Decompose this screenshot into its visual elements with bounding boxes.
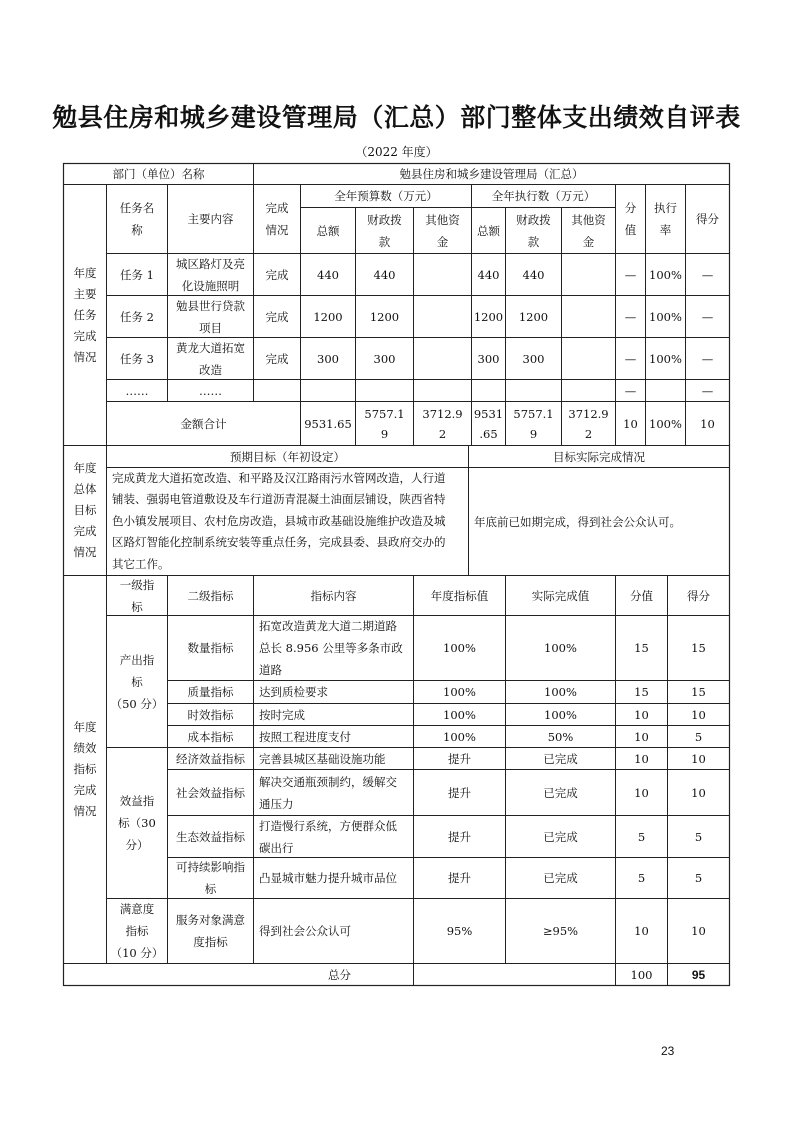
- task-name: 任务 1: [120, 267, 154, 282]
- task-name: 任务 3: [120, 351, 154, 366]
- task-value: —: [624, 351, 637, 366]
- indicator-target: 100%: [443, 729, 476, 744]
- indicator-content: 完善县城区基础设施功能: [259, 751, 386, 766]
- unit-name-value: 勉县住房和城乡建设管理局（汇总）: [399, 167, 584, 181]
- actual-goal-text: 年底前已如期完成，得到社会公众认可。: [474, 514, 681, 529]
- total-exec-fiscal: 5757.1 9: [513, 406, 554, 441]
- indicator-value: 10: [634, 751, 649, 766]
- task-score: —: [701, 267, 714, 282]
- task-exec-fiscal: 440: [522, 267, 545, 282]
- indicator-value: 5: [637, 871, 646, 885]
- header-task-name: 任务名 称: [119, 201, 155, 237]
- task-exec-total: 440: [477, 267, 500, 282]
- indicator-content: 凸显城市魅力提升城市品位: [259, 871, 397, 885]
- task-budget-fiscal: 1200: [369, 309, 400, 324]
- header-content: 主要内容: [187, 212, 234, 226]
- indicator-score: 5: [694, 871, 703, 885]
- task-exec-total: 1200: [473, 309, 504, 324]
- grand-total-value: 100: [630, 967, 653, 982]
- task-budget-fiscal: 440: [373, 267, 396, 282]
- grand-total-label: 总分: [328, 967, 351, 982]
- indicators-section-label: 年度 绩效 指标 完成 情况: [73, 720, 97, 818]
- unit-name-label: 部门（单位）名称: [112, 167, 205, 181]
- indicator-value: 5: [637, 829, 646, 844]
- indicator-score: 15: [691, 641, 706, 655]
- indicator-value: 15: [634, 685, 649, 699]
- task-content: 勉县世行贷款 项目: [176, 298, 245, 335]
- task-status: 完成: [265, 309, 289, 324]
- indicator-level2: 数量指标: [187, 641, 234, 655]
- total-exec-other: 3712.9 2: [568, 406, 609, 441]
- page-number: 23: [661, 1044, 675, 1058]
- total-exec-total: 9531 .65: [473, 406, 504, 441]
- task-rate: 100%: [649, 309, 682, 324]
- benefit-indicator-label: 效益指 标（30 分）: [118, 794, 156, 852]
- task-budget-other: [414, 254, 471, 295]
- header-score: 得分: [696, 212, 719, 226]
- task-budget-total: 1200: [313, 309, 343, 324]
- indicator-value: 10: [634, 729, 649, 744]
- indicator-content: 拓宽改造黄龙大道二期道路 总长 8.956 公里等多条市政 道路: [259, 619, 403, 677]
- indicator-level2: 社会效益指标: [176, 785, 245, 800]
- indicator-content: 打造慢行系统，方便群众低 碳出行: [259, 818, 397, 855]
- header-level2: 二级指标: [187, 588, 234, 603]
- satisfaction-indicator-label: 满意度 指标 （10 分）: [110, 902, 164, 960]
- task-value: —: [624, 309, 637, 324]
- task-content: 城区路灯及亮 化设施照明: [176, 256, 245, 293]
- header-status: 完成 情况: [265, 201, 289, 237]
- task-budget-total: 440: [317, 267, 339, 282]
- indicator-target: 提升: [448, 785, 471, 800]
- total-budget-total: 9531.65: [304, 416, 352, 431]
- task-name: ……: [125, 383, 149, 398]
- header-exec-rate: 执行 率: [654, 201, 677, 237]
- indicator-actual: 100%: [544, 685, 577, 699]
- indicator-content: 得到社会公众认可: [259, 924, 351, 938]
- output-indicator-label: 产出指 标 （50 分）: [110, 652, 164, 711]
- grand-total-score: 95: [691, 967, 706, 982]
- task-score: —: [701, 383, 714, 398]
- header-indicator-content: 指标内容: [310, 588, 357, 603]
- indicator-actual: 已完成: [543, 785, 578, 800]
- indicator-score: 10: [691, 751, 706, 766]
- indicator-value: 15: [634, 641, 649, 655]
- header-budget-group: 全年预算数（万元）: [334, 189, 438, 203]
- indicator-actual: 已完成: [543, 829, 578, 844]
- indicator-content: 按时完成: [259, 707, 305, 722]
- indicator-target: 100%: [443, 641, 476, 655]
- header-score-value: 分 值: [624, 201, 637, 237]
- header-exec-total: 总额: [477, 223, 500, 238]
- actual-goal-header: 目标实际完成情况: [553, 449, 645, 464]
- indicator-content: 解决交通瓶颈制约，缓解交 通压力: [259, 774, 397, 811]
- total-budget-fiscal: 5757.1 9: [364, 406, 405, 441]
- task-exec-other: [562, 296, 615, 337]
- indicator-level2: 质量指标: [187, 685, 234, 699]
- task-exec-other: [562, 254, 615, 295]
- indicator-level2: 可持续影响指 标: [176, 860, 245, 896]
- header-target: 年度指标值: [430, 588, 489, 603]
- task-content: 黄龙大道拓宽 改造: [176, 340, 245, 377]
- task-budget-other: [414, 338, 471, 379]
- indicator-score: 5: [694, 729, 703, 744]
- task-value: —: [624, 383, 637, 398]
- indicator-level2: 时效指标: [187, 707, 234, 722]
- header-level1: 一级指 标: [119, 577, 155, 614]
- header-actual: 实际完成值: [531, 588, 590, 603]
- indicator-level2: 经济效益指标: [176, 751, 245, 766]
- header-budget-total: 总额: [316, 223, 340, 238]
- indicator-target: 95%: [446, 924, 473, 938]
- indicator-level2: 成本指标: [187, 729, 234, 744]
- indicator-value: 10: [634, 785, 649, 800]
- indicator-actual: 100%: [544, 707, 577, 722]
- indicator-content: 达到质检要求: [259, 685, 328, 699]
- indicator-value: 10: [634, 924, 649, 938]
- task-budget-fiscal: 300: [373, 351, 396, 366]
- total-value: 10: [623, 416, 638, 431]
- header-exec-group: 全年执行数（万元）: [491, 189, 596, 203]
- indicator-target: 100%: [443, 685, 476, 699]
- task-score: —: [701, 351, 714, 366]
- indicator-score: 10: [691, 785, 706, 800]
- page-title: 勉县住房和城乡建设管理局（汇总）部门整体支出绩效自评表: [52, 103, 741, 132]
- tasks-section-label: 年度 主要 任务 完成 情况: [73, 265, 97, 364]
- task-status: 完成: [265, 267, 289, 282]
- total-score: 10: [700, 416, 715, 431]
- expected-goal-header: 预期目标（年初设定）: [230, 449, 345, 464]
- task-exec-fiscal: 1200: [518, 309, 549, 324]
- indicator-actual: 100%: [544, 641, 577, 655]
- task-rate: 100%: [649, 267, 682, 282]
- indicator-target: 提升: [448, 871, 471, 885]
- header-budget-fiscal: 财政拨 款: [367, 212, 402, 249]
- year-label: （2022 年度）: [355, 145, 438, 159]
- expected-goal-text: 完成黄龙大道拓宽改造、和平路及汉江路雨污水管网改造，人行道 铺装、强弱电管道敷设及车行道沥青混凝土油面层铺设，陕西省特 色小镇发展项目、农村危房改造，县城市政基础设施维护改造及城 区路灯智能化控制系统安装等重点任务，完成县委、县政府交办的 其它工作。: [112, 470, 446, 571]
- task-exec-fiscal: 300: [522, 351, 545, 366]
- task-name: 任务 2: [120, 309, 154, 324]
- indicator-level2: 生态效益指标: [176, 829, 245, 844]
- task-status: 完成: [265, 351, 289, 366]
- task-rate: 100%: [649, 351, 682, 366]
- task-score: —: [701, 309, 714, 324]
- indicator-score: 10: [691, 924, 706, 938]
- amount-total-label: 金额合计: [180, 416, 227, 431]
- task-budget-other: [414, 296, 471, 337]
- indicator-score: 10: [691, 707, 706, 722]
- indicator-target: 提升: [448, 829, 471, 844]
- header-budget-other: 其他资 金: [425, 212, 460, 249]
- indicator-target: 100%: [443, 707, 476, 722]
- task-value: —: [624, 267, 637, 282]
- goals-section-label: 年度 总体 目标 完成 情况: [73, 461, 97, 559]
- indicator-actual: 已完成: [543, 751, 578, 766]
- indicator-value: 10: [634, 707, 649, 722]
- indicator-level2: 服务对象满意 度指标: [176, 913, 245, 949]
- header-score: 得分: [687, 588, 710, 603]
- task-budget-total: 300: [317, 351, 339, 366]
- indicator-target: 提升: [448, 751, 471, 766]
- total-budget-other: 3712.9 2: [422, 406, 463, 441]
- indicator-score: 15: [691, 685, 706, 699]
- task-exec-total: 300: [477, 351, 500, 366]
- indicator-content: 按照工程进度支付: [259, 729, 351, 744]
- indicator-actual: 已完成: [543, 871, 578, 885]
- task-content: ……: [199, 383, 222, 398]
- total-rate: 100%: [649, 416, 682, 431]
- header-exec-other: 其他资 金: [571, 212, 606, 249]
- header-exec-fiscal: 财政拨 款: [516, 212, 551, 249]
- indicator-score: 5: [694, 829, 703, 844]
- header-value: 分值: [630, 588, 653, 603]
- indicator-actual: 50%: [547, 729, 574, 744]
- indicator-actual: ≥95%: [542, 924, 579, 938]
- task-exec-other: [562, 338, 615, 379]
